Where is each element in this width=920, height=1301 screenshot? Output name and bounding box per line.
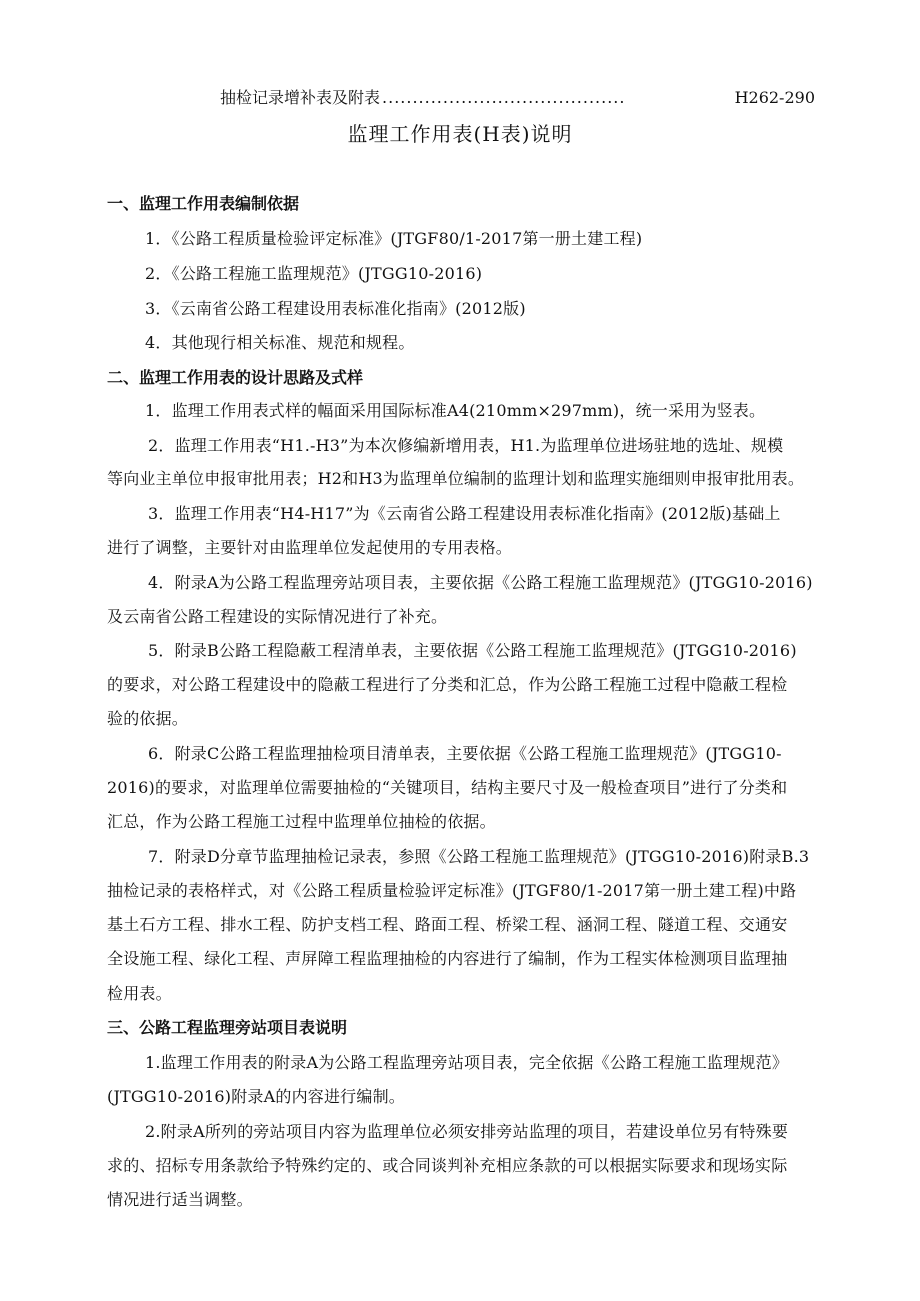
paragraph-line: 等向业主单位申报审批用表；H2和H3为监理单位编制的监理计划和监理实施细则申报审批用表。 — [107, 469, 805, 488]
paragraph-line: 进行了调整，主要针对由监理单位发起使用的专用表格。 — [107, 538, 513, 557]
paragraph-line: 3．《云南省公路工程建设用表标准化指南》(2012版) — [145, 299, 526, 318]
paragraph-line: 验的依据。 — [107, 709, 189, 728]
paragraph-line: 4．其他现行相关标准、规范和规程。 — [145, 333, 415, 352]
paragraph-line: 基土石方工程、排水工程、防护支档工程、路面工程、桥梁工程、涵洞工程、隧道工程、交通安 — [107, 915, 788, 934]
paragraph-line: 抽检记录的表格样式，对《公路工程质量检验评定标准》(JTGF80/1-2017第一册土建工程)中路 — [107, 881, 797, 900]
paragraph-line: 汇总，作为公路工程施工过程中监理单位抽检的依据。 — [107, 812, 496, 831]
paragraph-line: 的要求，对公路工程建设中的隐蔽工程进行了分类和汇总，作为公路工程施工过程中隐蔽工程检 — [107, 675, 788, 694]
paragraph-line: 1．监理工作用表式样的幅面采用国际标准A4(210mm×297mm)，统一采用为竖表。 — [145, 401, 766, 420]
paragraph-line: 1．《公路工程质量检验评定标准》(JTGF80/1-2017第一册土建工程) — [145, 229, 643, 248]
section-heading-2: 二、监理工作用表的设计思路及式样 — [107, 368, 364, 387]
paragraph-line: 2.附录A所列的旁站项目内容为监理单位必须安排旁站监理的项目，若建设单位另有特殊要 — [145, 1122, 789, 1141]
paragraph-line: 情况进行适当调整。 — [107, 1190, 253, 1209]
toc-page-range: H262-290 — [734, 88, 815, 107]
toc-label: 抽检记录增补表及附表 — [220, 88, 381, 107]
paragraph-line: 及云南省公路工程建设的实际情况进行了补充。 — [107, 607, 448, 626]
paragraph-line: 5．附录B公路工程隐蔽工程清单表，主要依据《公路工程施工监理规范》(JTGG10-2016) — [148, 641, 797, 660]
paragraph-line: 7．附录D分章节监理抽检记录表，参照《公路工程施工监理规范》(JTGG10-2016)附录B.3 — [148, 847, 810, 866]
toc-entry — [220, 87, 815, 109]
paragraph-line: 求的、招标专用条款给予特殊约定的、或合同谈判补充相应条款的可以根据实际要求和现场实际 — [107, 1156, 788, 1175]
paragraph-line: 6．附录C公路工程监理抽检项目清单表，主要依据《公路工程施工监理规范》(JTGG10- — [148, 744, 782, 763]
toc-leader-dots: ........................................ — [382, 88, 626, 107]
paragraph-line: 4．附录A为公路工程监理旁站项目表，主要依据《公路工程施工监理规范》(JTGG10-2016) — [148, 573, 813, 592]
page-title: 监理工作用表(H表)说明 — [347, 122, 573, 146]
paragraph-line: 3．监理工作用表“H4-H17”为《云南省公路工程建设用表标准化指南》(2012版)基础上 — [148, 504, 781, 523]
paragraph-line: 2．监理工作用表“H1.-H3”为本次修编新增用表，H1.为监理单位进场驻地的选址、规模 — [148, 436, 784, 455]
paragraph-line: 全设施工程、绿化工程、声屏障工程监理抽检的内容进行了编制，作为工程实体检测项目监理抽 — [107, 949, 788, 968]
paragraph-line: 检用表。 — [107, 984, 172, 1003]
paragraph-line: 2．《公路工程施工监理规范》(JTGG10-2016) — [145, 264, 483, 283]
paragraph-line: (JTGG10-2016)附录A的内容进行编制。 — [107, 1087, 405, 1106]
paragraph-line: 1.监理工作用表的附录A为公路工程监理旁站项目表，完全依据《公路工程施工监理规范》 — [145, 1053, 789, 1072]
section-heading-3: 三、公路工程监理旁站项目表说明 — [107, 1018, 348, 1037]
section-heading-1: 一、监理工作用表编制依据 — [107, 194, 300, 213]
paragraph-line: 2016)的要求，对监理单位需要抽检的“关键项目，结构主要尺寸及一般检查项目”进行了分类和 — [107, 778, 788, 797]
